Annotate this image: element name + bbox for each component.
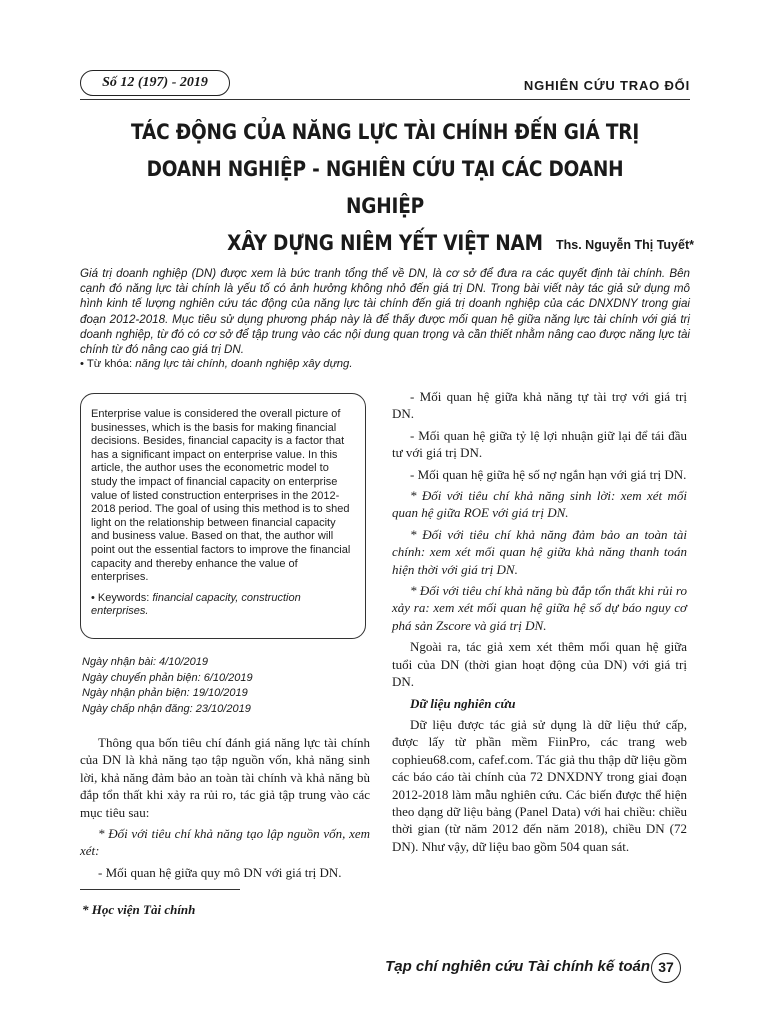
body-column-right: [392, 388, 687, 859]
title-line: TÁC ĐỘNG CỦA NĂNG LỰC TÀI CHÍNH ĐẾN GIÁ TRỊ: [130, 120, 640, 144]
date-review-received: Ngày nhận phản biện: 19/10/2019: [82, 687, 248, 699]
journal-name: Tạp chí nghiên cứu Tài chính kế toán: [385, 958, 650, 975]
paragraph: Dữ liệu được tác giả sử dụng là dữ liệu thứ cấp, được lấy từ phần mềm FiinPro, các trang web cophieu68.com, cafef.com. Tác giả thu thập dữ liệu gồm các báo cáo tài chính của 72 DNXDNY trong giai đoạn 2012-2018 làm mẫu nghiên cứu. Các biến được thể hiện theo dạng dữ liệu bảng (Panel Data) với hai chiều: chiều thời gian (từ năm 2012 đến năm 2018), chiều DN (72 DN). Như vậy, dữ liệu bao gồm 504 quan sát.: [392, 716, 687, 854]
paragraph: * Đối với tiêu chí khả năng sinh lời: xem xét mối quan hệ giữa ROE với giá trị DN.: [392, 488, 687, 521]
header-divider: [80, 99, 690, 100]
abstract-vietnamese: Giá trị doanh nghiệp (DN) được xem là bức tranh tổng thể về DN, là cơ sở để đưa ra các quyết định tài chính. Bên cạnh đó năng lực tài chính là yếu tố có ảnh hưởng không nhỏ đến giá trị DN. Trong bài viết này tác giả sử dụng mô hình kinh tế lượng nghiên cứu tác động của năng lực tài chính đến giá trị doanh nghiệp của các DNXDNY trong giai đoạn 2012-2018. Mục tiêu sử dụng phương pháp này là để thấy được mối quan hệ giữa năng lực tài chính với giá trị doanh nghiệp, từ đó có cơ sở để tập trung vào các nội dung quan trọng và cần thiết nhằm nâng cao được năng lực tài chính từ đó nâng cao giá trị DN.: [80, 267, 690, 357]
keywords-en-label: • Keywords:: [91, 591, 153, 604]
title-line: XÂY DỰNG NIÊM YẾT VIỆT NAM: [227, 231, 543, 255]
section-heading: Dữ liệu nghiên cứu: [410, 695, 516, 711]
paragraph: - Mối quan hệ giữa quy mô DN với giá trị DN.: [98, 864, 342, 880]
english-abstract-box: [80, 393, 366, 639]
author-name: Ths. Nguyễn Thị Tuyết*: [556, 238, 694, 252]
paragraph: - Mối quan hệ giữa hệ số nợ ngắn hạn với giá trị DN.: [410, 466, 687, 482]
paragraph: Thông qua bốn tiêu chí đánh giá năng lực tài chính của DN là khả năng tạo tập nguồn vốn, khả năng sinh lời, khả năng đảm bảo an toàn tài chính và khả năng bù đắp tổn thất khi xảy ra rủi ro, tác giả tập trung vào các mục tiêu sau:: [80, 735, 370, 820]
abstract-english: Enterprise value is considered the overall picture of businesses, which is the basis for making financial decisions. Besides, financial capacity is a factor that has a significant impact on enterprise value. In this article, the author uses the econometric model to study the impact of financial capacity on enterprise value of listed construction enterprises in the 2012-2018 period. The goal of using this method is to shed light on the relationship between financial capacity and business value. Based on that, the author will point out the essential factors to improve the financial capacity and thereby enhance the value of enterprises.: [91, 408, 351, 584]
paragraph: - Mối quan hệ giữa tỷ lệ lợi nhuận giữ lại để tái đầu tư với giá trị DN.: [392, 427, 687, 461]
paragraph: Ngoài ra, tác giả xem xét thêm mối quan hệ giữa tuổi của DN (thời gian hoạt động của DN) với giá trị DN.: [392, 639, 687, 690]
keywords-label: • Từ khóa:: [80, 358, 136, 370]
date-accepted: Ngày chấp nhận đăng: 23/10/2019: [82, 702, 251, 715]
submission-dates: [82, 655, 253, 717]
keywords-en-text: financial capacity, construction enterprises.: [91, 591, 301, 618]
paragraph: - Mối quan hệ giữa khả năng tự tài trợ với giá trị DN.: [392, 389, 687, 422]
keywords-vietnamese: [80, 358, 352, 370]
issue-badge: Số 12 (197) - 2019: [80, 70, 230, 96]
paragraph: * Đối với tiêu chí khả năng đảm bảo an toàn tài chính: xem xét mối quan hệ giữa khả năng thanh toán hiện thời với giá trị DN.: [392, 526, 687, 577]
footnote-divider: [80, 889, 240, 890]
paragraph: * Đối với tiêu chí khả năng bù đắp tổn thất khi rủi ro xảy ra: xem xét mối quan hệ giữa hệ số dự báo nguy cơ phá sản Zscore và giá trị DN.: [392, 583, 687, 633]
keywords-text: năng lực tài chính, doanh nghiệp xây dựng.: [135, 358, 353, 370]
footnote: * Học viện Tài chính: [82, 902, 196, 917]
paragraph: * Đối với tiêu chí khả năng tạo lập nguồn vốn, xem xét:: [80, 826, 370, 859]
keywords-english: [91, 592, 355, 619]
title-line: DOANH NGHIỆP - NGHIÊN CỨU TẠI CÁC DOANH NGHIỆP: [146, 157, 624, 218]
date-received: Ngày nhận bài: 4/10/2019: [82, 656, 208, 668]
section-label: NGHIÊN CỨU TRAO ĐỔI: [523, 78, 690, 93]
date-sent-review: Ngày chuyển phản biện: 6/10/2019: [82, 671, 253, 684]
page-number: 37: [651, 953, 681, 983]
body-column-left: [80, 734, 370, 885]
